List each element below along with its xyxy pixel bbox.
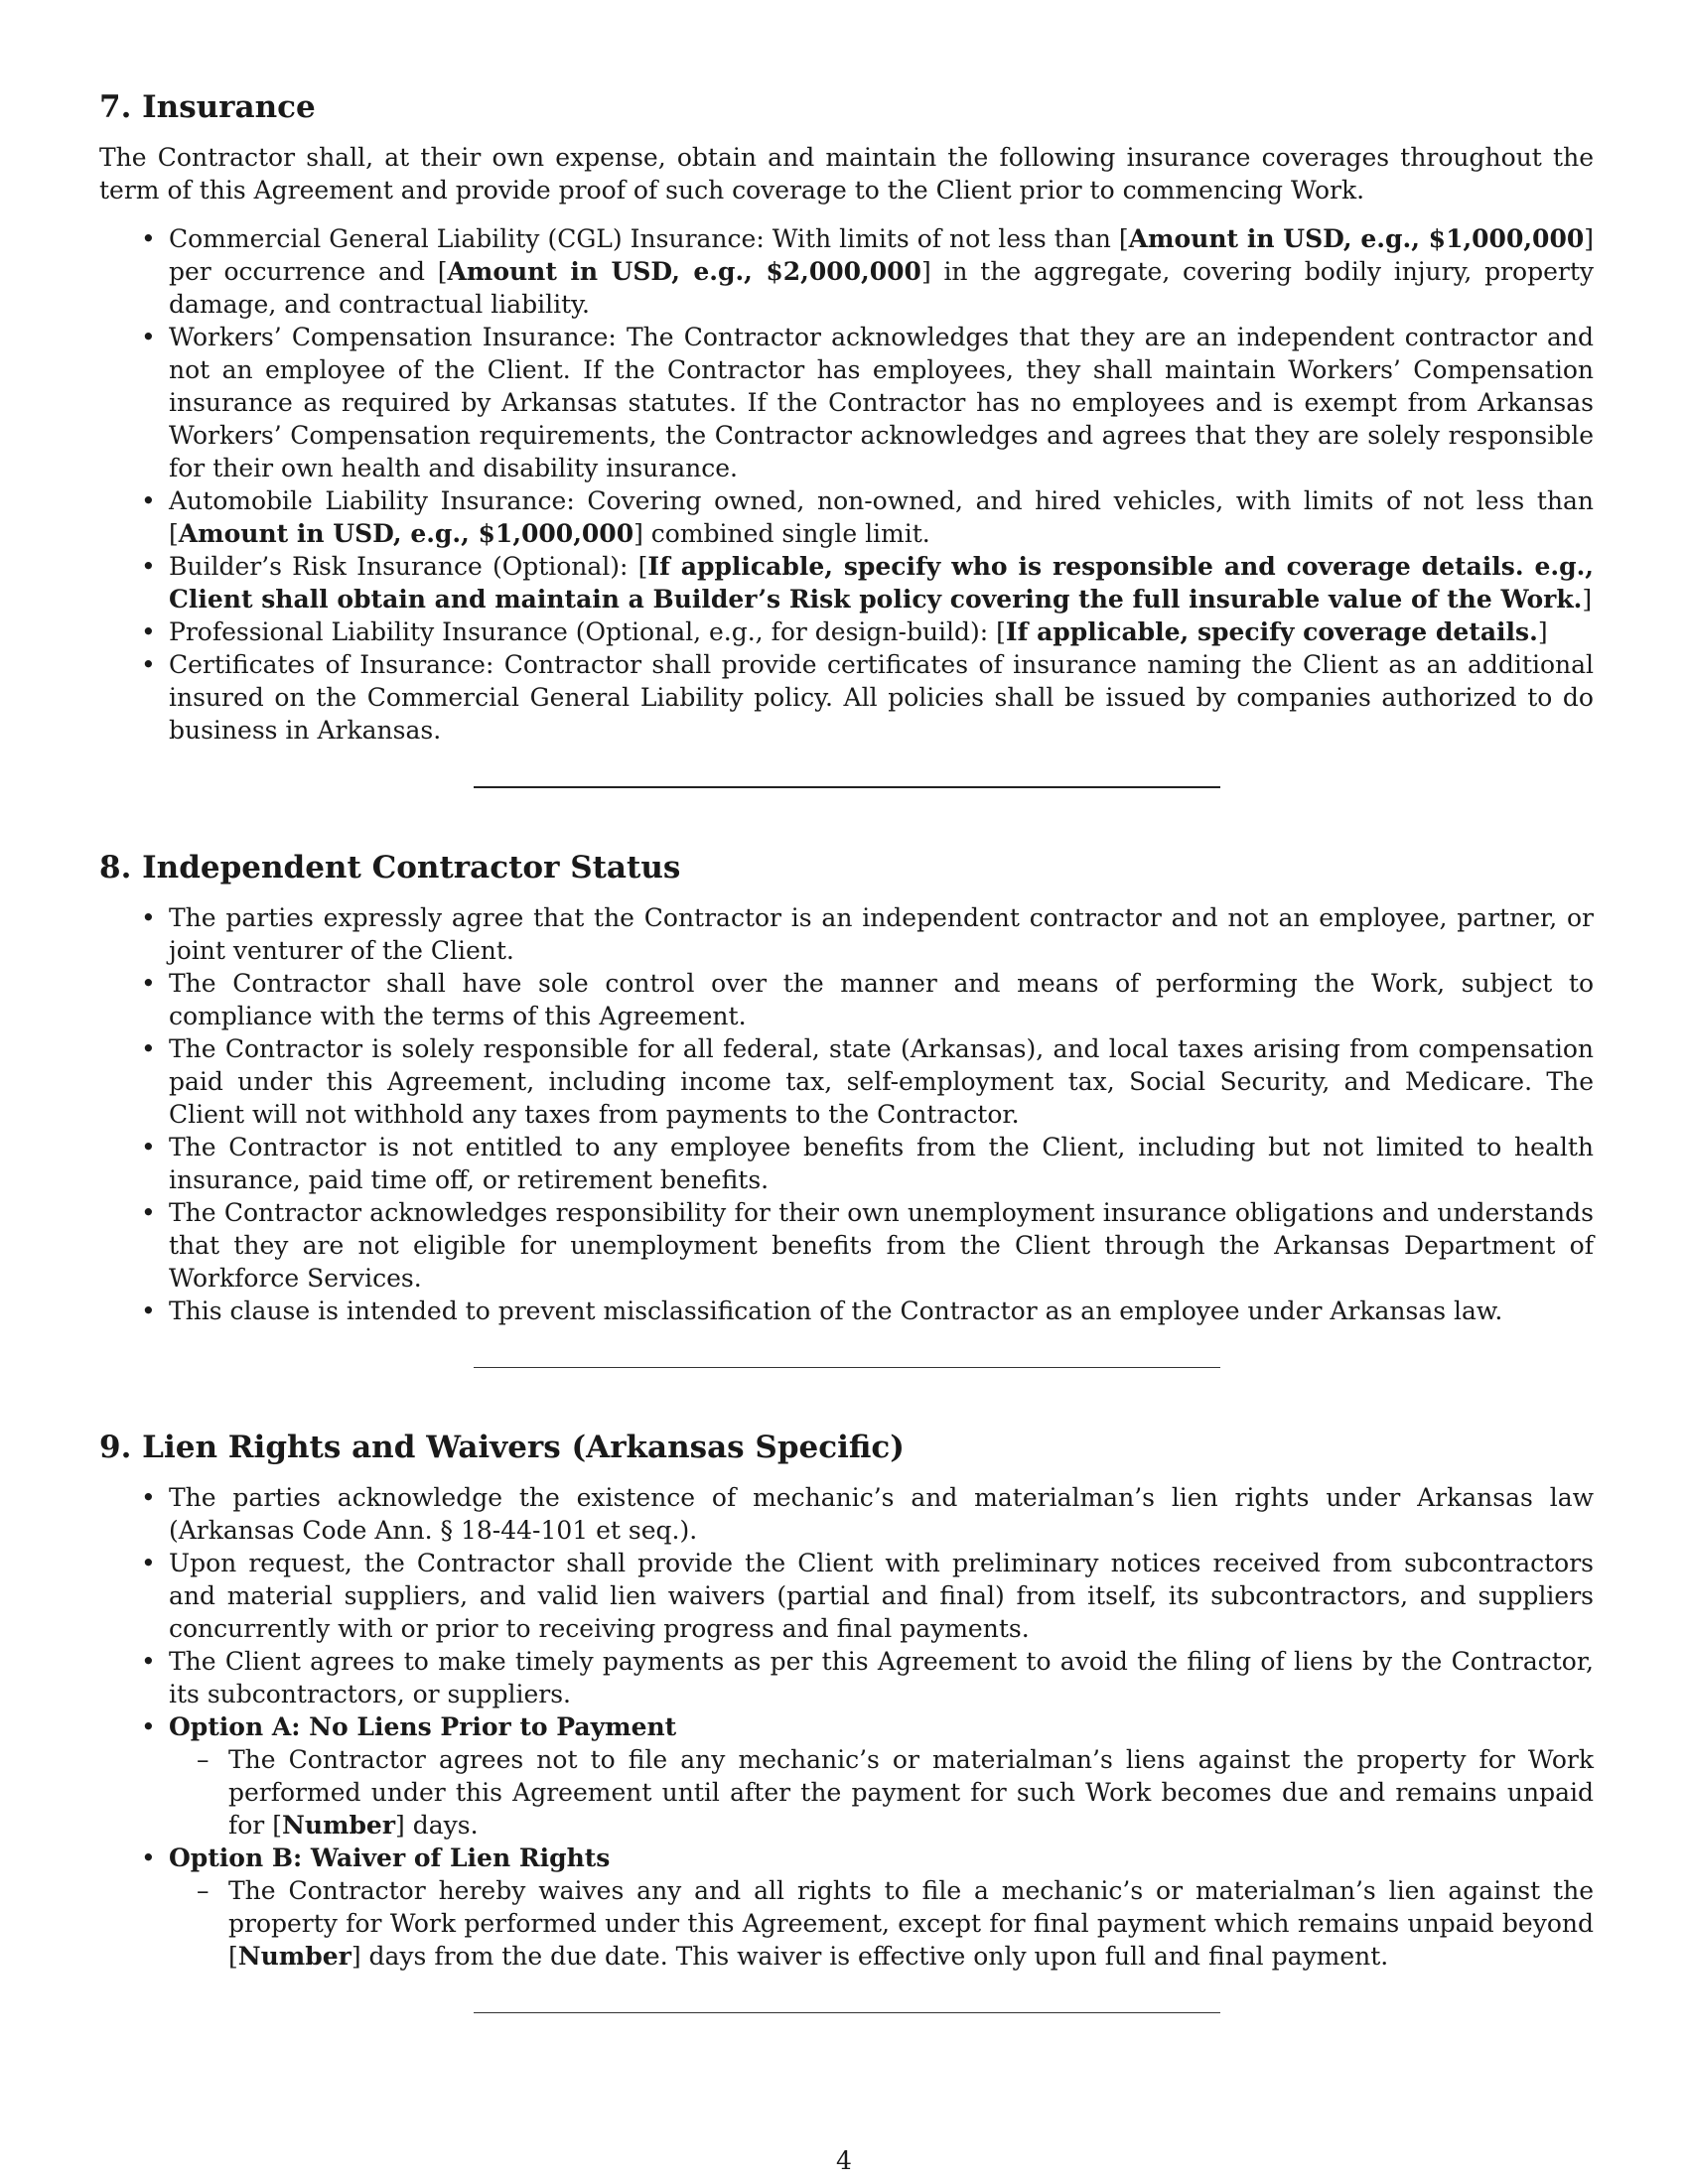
option-b-item — [99, 1842, 1594, 1973]
insurance-intro: The Contractor shall, at their own expense, obtain and maintain the following insurance coverages throughout the term of this Agreement and provide proof of such coverage to the Client prior to commencing Work. — [99, 143, 1594, 205]
independent-contractor-list — [99, 901, 1594, 1327]
section-heading-lien-rights: 9. Lien Rights and Waivers (Arkansas Specific) — [99, 1430, 905, 1465]
section-divider — [474, 1367, 1220, 1368]
list-item: • The Contractor acknowledges responsibility for their own unemployment insurance obligations and understands that they are not eligible for unemployment benefits from the Client through the Arkansas Department of Workforce Services. — [99, 1196, 1594, 1295]
list-item: • The Contractor shall have sole control over the manner and means of performing the Work, subject to compliance with the terms of this Agreement. — [99, 967, 1594, 1032]
section-heading-insurance: 7. Insurance — [99, 89, 316, 125]
list-item: • Upon request, the Contractor shall provide the Client with preliminary notices received from subcontractors and material suppliers, and valid lien waivers (partial and final) from itself, its subcontractors, and suppliers concurrently with or prior to receiving progress and final payments. — [99, 1547, 1594, 1645]
list-item: • The Contractor is not entitled to any employee benefits from the Client, including but not limited to health insurance, paid time off, or retirement benefits. — [99, 1131, 1594, 1196]
list-item: • The Contractor is solely responsible for all federal, state (Arkansas), and local taxes arising from compensation paid under this Agreement, including income tax, self-employment tax, Social Security, and Medicare. The Client will not withhold any taxes from payments to the Contractor. — [99, 1032, 1594, 1131]
list-item: • This clause is intended to prevent misclassification of the Contractor as an employee under Arkansas law. — [99, 1295, 1594, 1327]
list-item: • The parties expressly agree that the Contractor is an independent contractor and not an employee, partner, or joint venturer of the Client. — [99, 901, 1594, 967]
section-divider — [474, 786, 1220, 788]
option-b-sublist — [169, 1874, 1594, 1973]
option-a-sublist — [169, 1743, 1594, 1842]
section-independent-contractor — [99, 848, 1594, 1327]
list-item: • The Client agrees to make timely payments as per this Agreement to avoid the filing of liens by the Contractor, its subcontractors, or suppliers. — [99, 1645, 1594, 1710]
section-lien-rights — [99, 1428, 1594, 1973]
option-b-title: Option B: Waiver of Lien Rights — [169, 1843, 611, 1872]
list-item: • Commercial General Liability (CGL) Insurance: With limits of not less than [Amount in USD, e.g., $1,000,000] per occurrence and [Amount in USD, e.g., $2,000,000] in the aggregate, covering bodily injury, property damage, and contractual liability. — [99, 222, 1594, 321]
list-item: • Certificates of Insurance: Contractor shall provide certificates of insurance naming the Client as an additional insured on the Commercial General Liability policy. All policies shall be issued by companies authorized to do business in Arkansas. — [99, 648, 1594, 747]
page-number: 4 — [836, 2146, 852, 2175]
list-item: • Professional Liability Insurance (Optional, e.g., for design-build): [If applicable, specify coverage details.] — [99, 615, 1594, 648]
list-item: • Workers’ Compensation Insurance: The Contractor acknowledges that they are an independent contractor and not an employee of the Client. If the Contractor has employees, they shall maintain Workers’ Compensation insurance as required by Arkansas statutes. If the Contractor has no employees and is exempt from Arkansas Workers’ Compensation requirements, the Contractor acknowledges and agrees that they are solely responsible for their own health and disability insurance. — [99, 321, 1594, 484]
option-a-item — [99, 1710, 1594, 1842]
section-heading-independent-contractor: 8. Independent Contractor Status — [99, 850, 681, 886]
sub-list-item: – The Contractor agrees not to file any mechanic’s or materialman’s liens against the property for Work performed under this Agreement until after the payment for such Work becomes due and remains unpaid for [Number] days. — [169, 1743, 1594, 1842]
option-a-title: Option A: No Liens Prior to Payment — [169, 1712, 677, 1741]
sub-list-item: – The Contractor hereby waives any and all rights to file a mechanic’s or materialman’s lien against the property for Work performed under this Agreement, except for final payment which remains unpaid beyond [Number] days from the due date. This waiver is effective only upon full and final payment. — [169, 1874, 1594, 1973]
list-item: • Builder’s Risk Insurance (Optional): [If applicable, specify who is responsible and coverage details. e.g., Client shall obtain and maintain a Builder’s Risk policy covering the full insurable value of the Work.] — [99, 550, 1594, 615]
insurance-list — [99, 222, 1594, 747]
list-item: • Automobile Liability Insurance: Covering owned, non-owned, and hired vehicles, with limits of not less than [Amount in USD, e.g., $1,000,000] combined single limit. — [99, 484, 1594, 550]
lien-rights-list — [99, 1481, 1594, 1973]
list-item: • The parties acknowledge the existence of mechanic’s and materialman’s lien rights under Arkansas law (Arkansas Code Ann. § 18-44-101 et seq.). — [99, 1481, 1594, 1547]
section-insurance — [99, 87, 1594, 747]
document-page — [99, 87, 1594, 2073]
section-divider — [474, 2012, 1220, 2013]
